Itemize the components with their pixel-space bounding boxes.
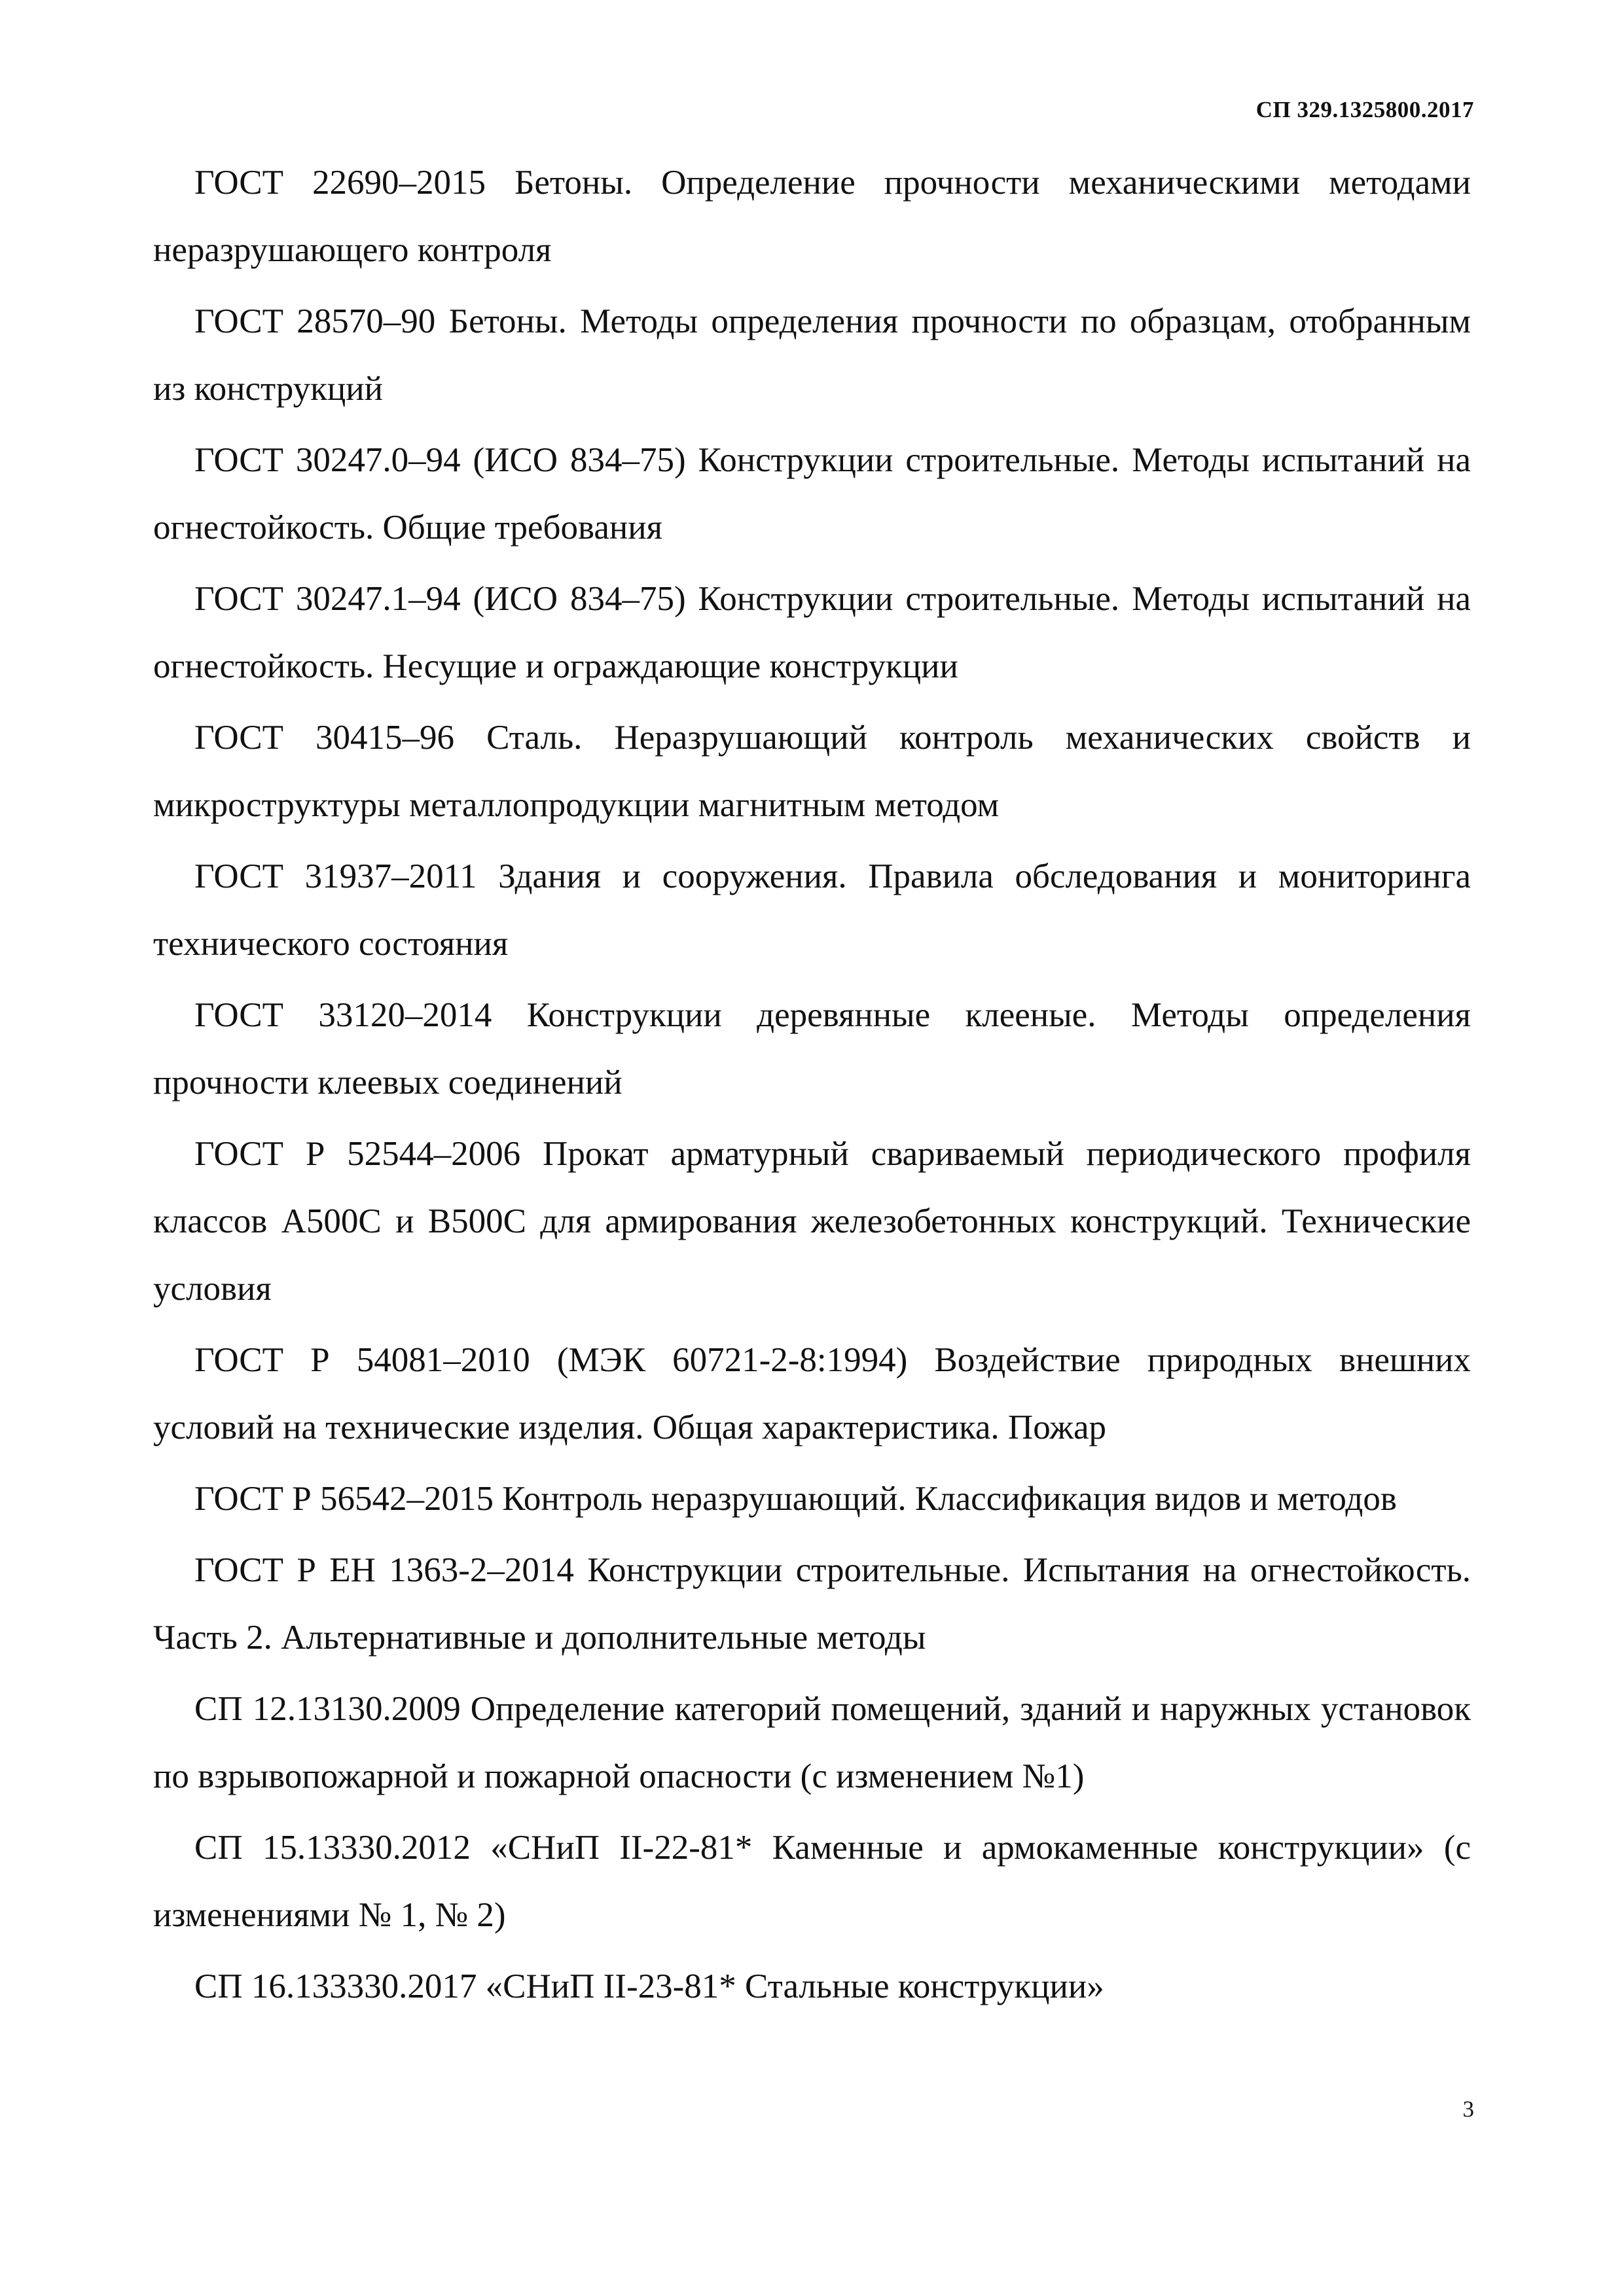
reference-item: ГОСТ 30415–96 Сталь. Неразрушающий контроль механических свойств и микроструктуры металлопродукции магнитным методом [153,719,1471,824]
normative-references-list [153,149,1471,2020]
reference-item: ГОСТ 22690–2015 Бетоны. Определение прочности механическими методами неразрушающего контроля [153,164,1471,269]
reference-item: ГОСТ Р 56542–2015 Контроль неразрушающий. Классификация видов и методов [194,1480,1397,1518]
reference-item: ГОСТ 30247.0–94 (ИСО 834–75) Конструкции строительные. Методы испытаний на огнестойкость. Общие требования [153,441,1471,547]
reference-item: ГОСТ 28570–90 Бетоны. Методы определения прочности по образцам, отобранным из конструкций [153,302,1471,408]
reference-item: ГОСТ 30247.1–94 (ИСО 834–75) Конструкции строительные. Методы испытаний на огнестойкость. Несущие и ограждающие конструкции [153,580,1471,685]
reference-item: СП 16.133330.2017 «СНиП II-23-81* Стальные конструкции» [194,1967,1104,2005]
reference-item: СП 15.13330.2012 «СНиП II-22-81* Каменные и армокаменные конструкции» (с изменениями № 1, № 2) [153,1829,1471,1934]
reference-item: ГОСТ 33120–2014 Конструкции деревянные клееные. Методы определения прочности клеевых соединений [153,996,1471,1102]
document-code: СП 329.1325800.2017 [1255,97,1474,122]
reference-item: ГОСТ Р ЕН 1363-2–2014 Конструкции строительные. Испытания на огнестойкость. Часть 2. Альтернативные и дополнительные методы [153,1551,1471,1657]
page-number: 3 [1462,2096,1474,2122]
reference-item: ГОСТ 31937–2011 Здания и сооружения. Правила обследования и мониторинга технического состояния [153,857,1471,963]
reference-item: СП 12.13130.2009 Определение категорий помещений, зданий и наружных установок по взрывопожарной и пожарной опасности (с изменением №1) [153,1690,1471,1795]
reference-item: ГОСТ Р 54081–2010 (МЭК 60721-2-8:1994) Воздействие природных внешних условий на технические изделия. Общая характеристика. Пожар [153,1341,1471,1446]
reference-item: ГОСТ Р 52544–2006 Прокат арматурный свариваемый периодического профиля классов А500С и В500С для армирования железобетонных конструкций. Технические условия [153,1135,1471,1308]
